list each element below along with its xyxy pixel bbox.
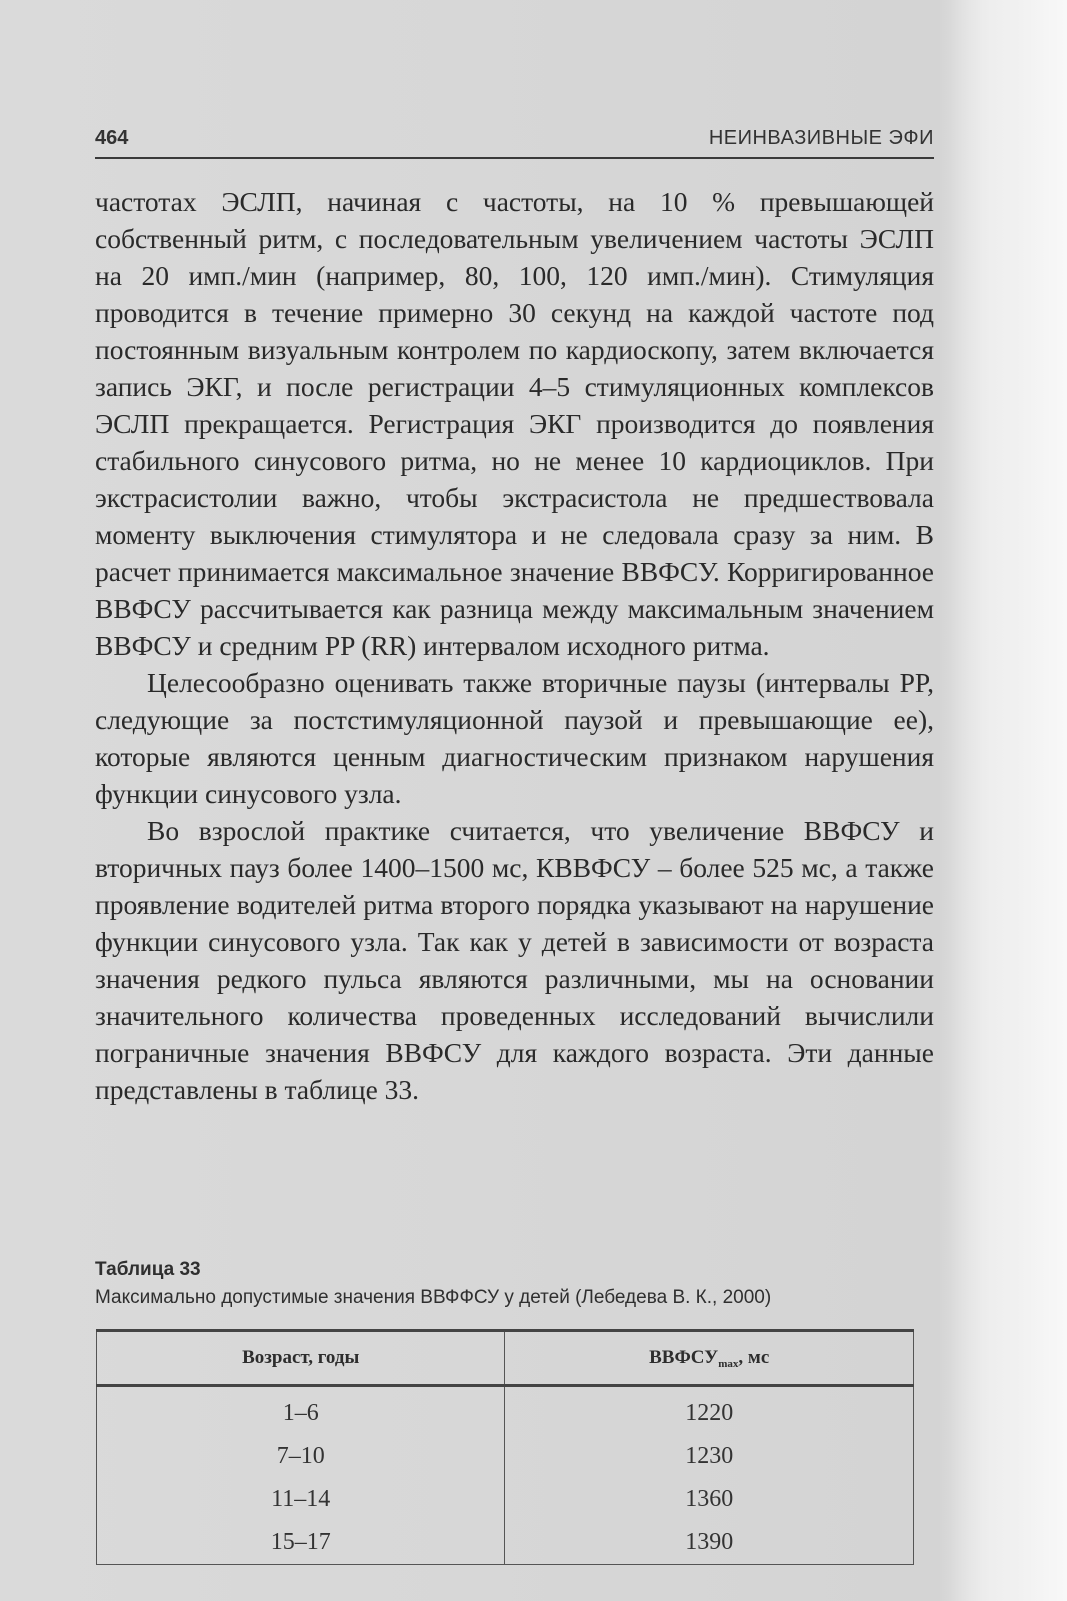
page-header: [95, 123, 934, 159]
table-row: [97, 1521, 914, 1565]
running-title: НЕИНВАЗИВНЫЕ ЭФИ: [708, 127, 934, 149]
table-row: [97, 1386, 914, 1436]
table-header-row: [97, 1331, 914, 1386]
table-row: [97, 1478, 914, 1521]
value-cell: 1360: [505, 1478, 914, 1521]
paragraph-3: Во взрослой практике считается, что увеличение ВВФСУ и вторичных пауз более 1400–1500 мс, КВВФСУ – более 525 мс, а также проявление водителей ритма второго порядка указывают на нарушение функции синусового узла. Так как у детей в зависимости от возраста значения редкого пульса являются различными, мы на основании значительного количества проведенных исследований вычислили пограничные значения ВВФСУ для каждого возраста. Эти данные представлены в таблице 33.: [95, 815, 934, 1105]
table-title: Максимально допустимые значения ВВФФСУ у детей (Лебедева В. К., 2000): [95, 1287, 772, 1308]
column-header-value: [505, 1331, 914, 1386]
page-number: 464: [95, 127, 129, 149]
body-text: [95, 183, 934, 1108]
paragraph-1: частотах ЭСЛП, начиная с частоты, на 10 % превышающей собственный ритм, с последовательным увеличением частоты ЭСЛП на 20 имп./мин (например, 80, 100, 120 имп./мин). Стимуляция проводится в течение примерно 30 секунд на каждой частоте под постоянным визуальным контролем по кардиоскопу, затем включается запись ЭКГ, и после регистрации 4–5 стимуляционных комплексов ЭСЛП прекращается. Регистрация ЭКГ производится до появления стабильного синусового ритма, но не менее 10 кардиоциклов. При экстрасистолии важно, чтобы экстрасистола не предшествовала моменту выключения стимулятора и не следовала сразу за ним. В расчет принимается максимальное значение ВВФСУ. Корригированное ВВФСУ рассчитывается как разница между максимальным значением ВВФСУ и средним PP (RR) интервалом исходного ритма.: [95, 186, 934, 661]
table-row: [97, 1435, 914, 1478]
column-header-value-subscript: max: [718, 1357, 739, 1370]
column-header-age: Возраст, годы: [97, 1331, 505, 1386]
paragraph-2: Целесообразно оценивать также вторичные паузы (интервалы PP, следующие за постстимуляционной паузой и превышающие ее), которые являются ценным диагностическим признаком нарушения функции синусового узла.: [95, 667, 934, 809]
column-header-value-unit: , мс: [738, 1346, 770, 1368]
value-cell: 1390: [505, 1521, 914, 1565]
age-cell: 7–10: [97, 1435, 505, 1478]
table-caption: [95, 1257, 934, 1313]
page-edge-shadow: [950, 0, 1067, 1601]
data-table: [96, 1329, 914, 1565]
age-cell: 1–6: [97, 1386, 505, 1436]
value-cell: 1230: [505, 1435, 914, 1478]
table-label: Таблица 33: [95, 1259, 201, 1280]
age-cell: 11–14: [97, 1478, 505, 1521]
value-cell: 1220: [505, 1386, 914, 1436]
column-header-value-main: ВВФСУ: [649, 1346, 719, 1368]
age-cell: 15–17: [97, 1521, 505, 1565]
